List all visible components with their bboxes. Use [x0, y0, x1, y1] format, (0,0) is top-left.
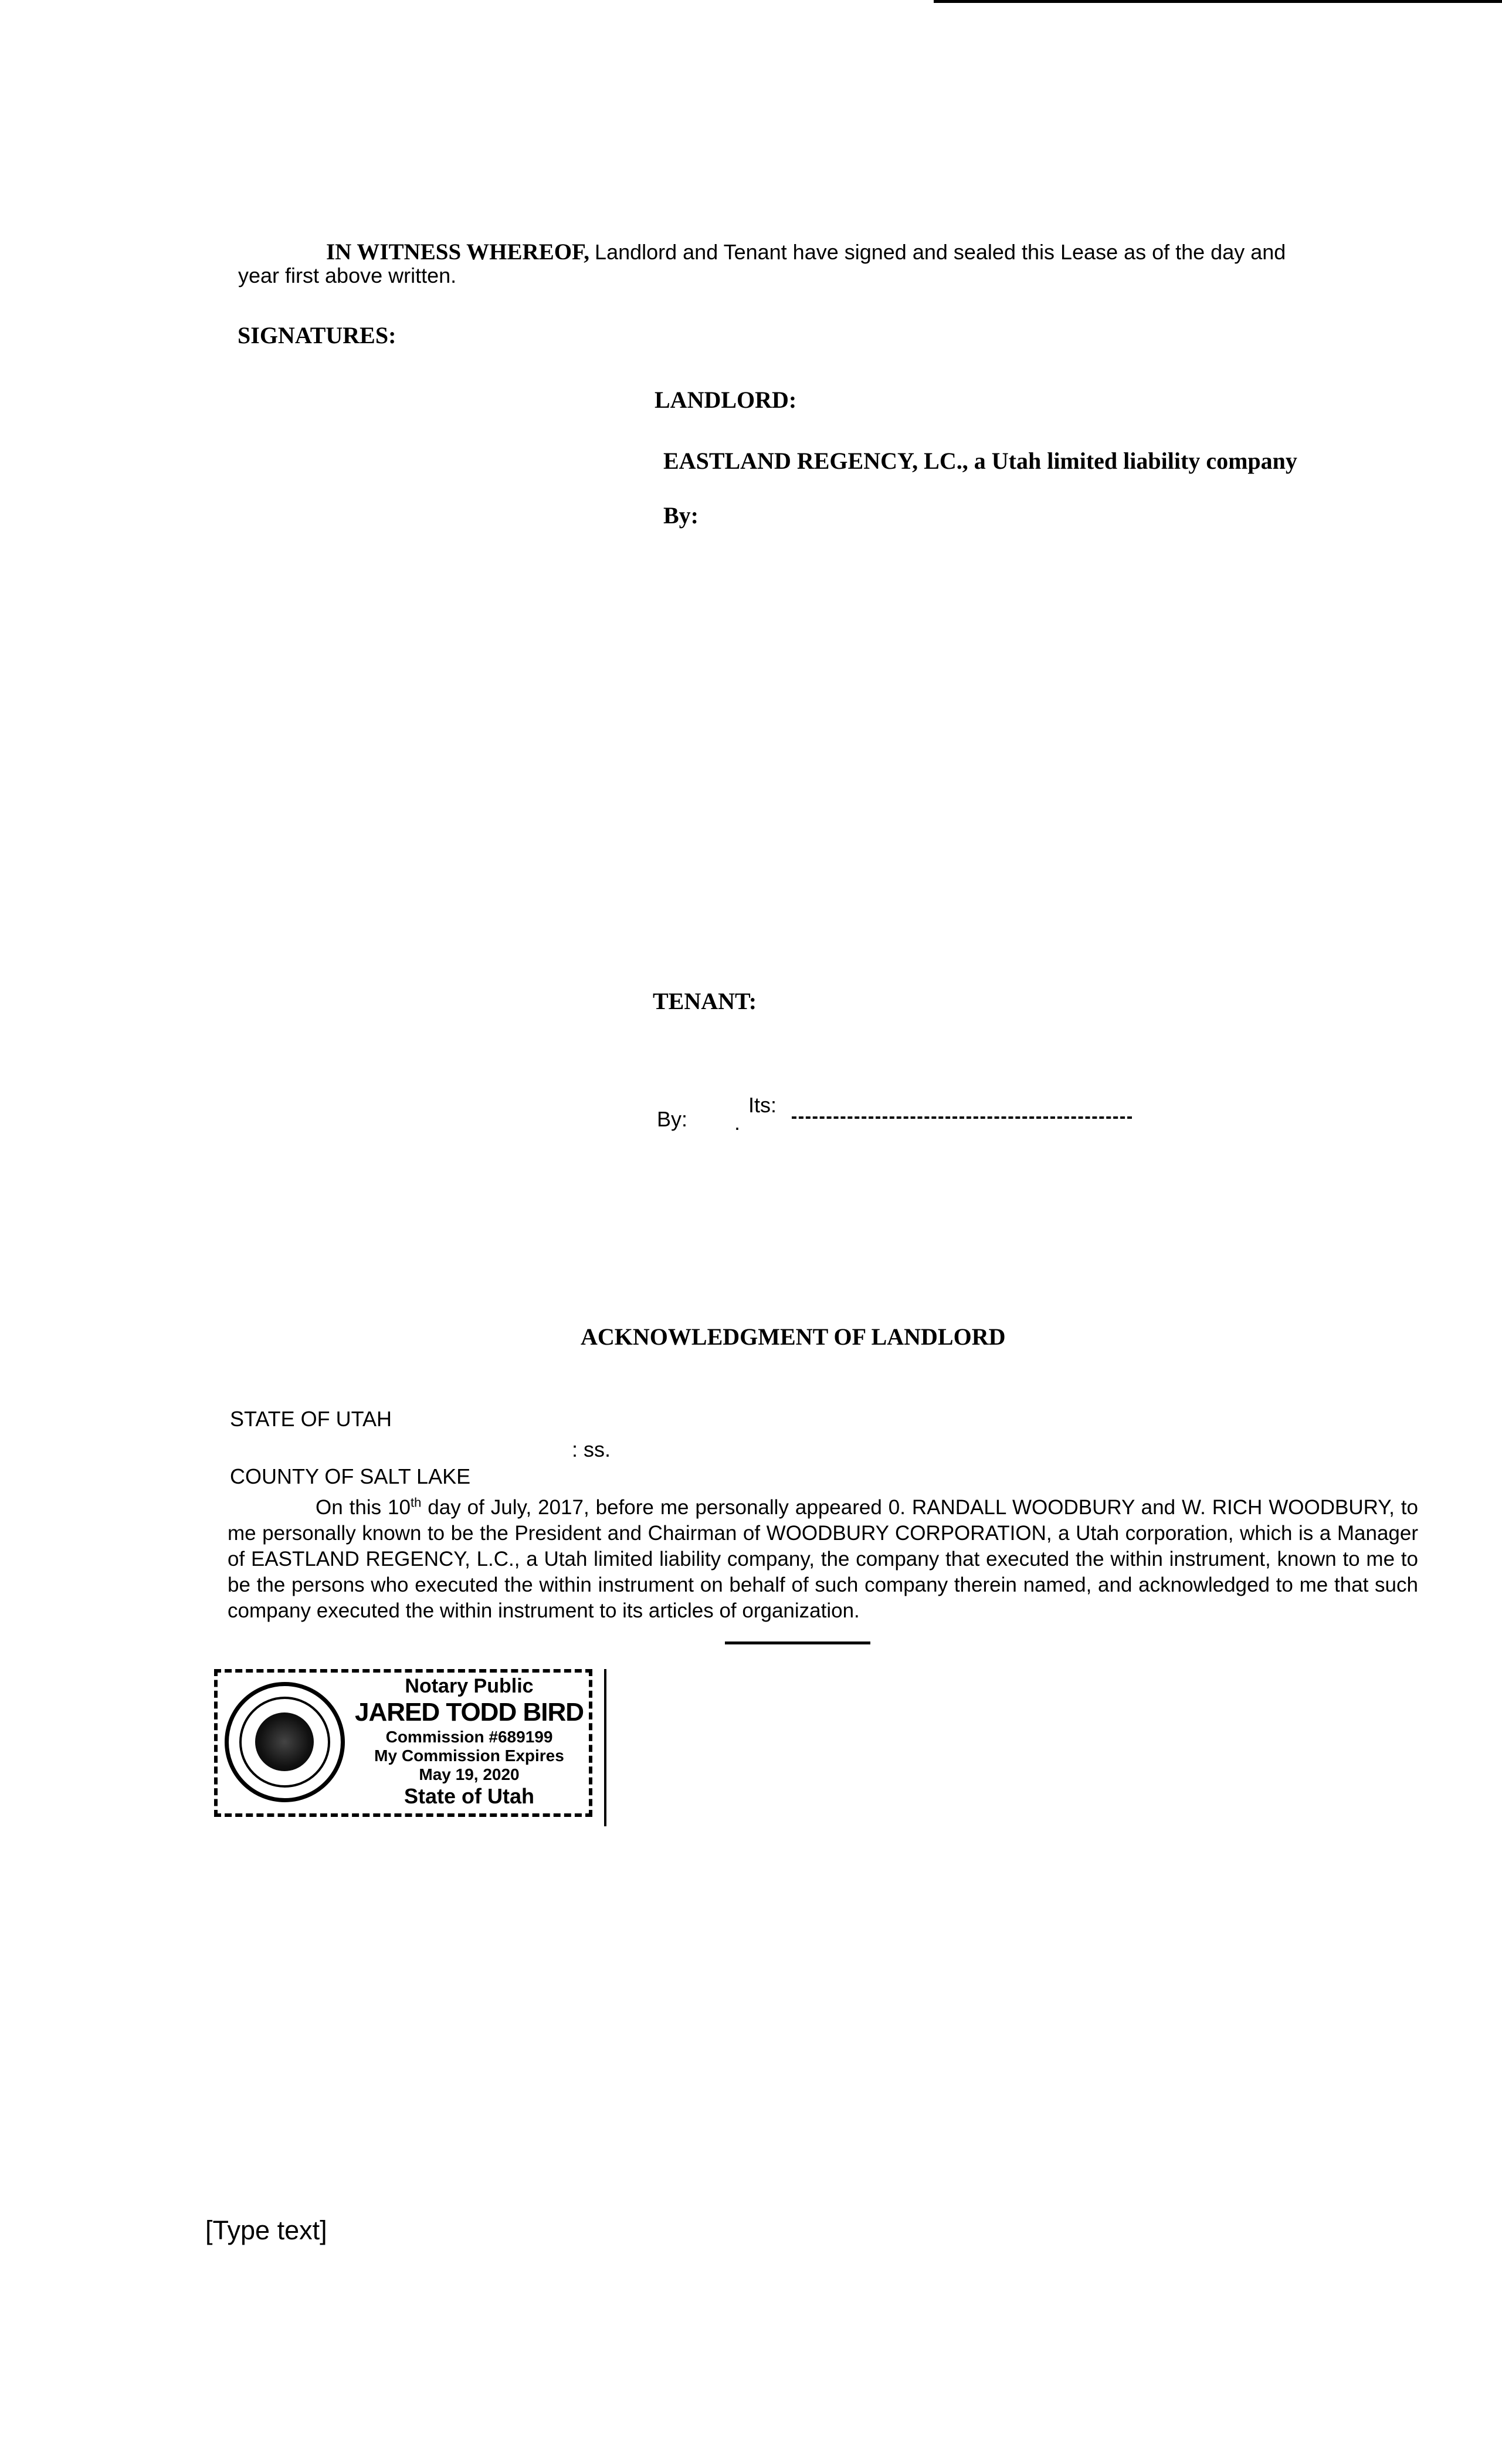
state-of-utah: STATE OF UTAH [230, 1407, 392, 1431]
notary-stamp [214, 1669, 598, 1823]
landlord-entity: EASTLAND REGENCY, LC., a Utah limited liability company [663, 448, 1297, 474]
acknowledgment-body [228, 1495, 1418, 1624]
notary-signature-line [725, 1641, 870, 1644]
tenant-its-label: Its: [748, 1093, 777, 1117]
ss-mark: : ss. [572, 1437, 611, 1461]
stamp-right-rule [604, 1669, 606, 1826]
top-edge-rule [934, 0, 1502, 3]
ack-body-rest: day of July, 2017, before me personally appeared 0. RANDALL WOODBURY and W. RICH WOODBURY, to me personally known to be the President and Chairman of WOODBURY CORPORATION, a Utah corporation, which is a Manager of EASTLAND REGENCY, L.C., a Utah limited liability company, the company that executed the within instrument, known to me to be the persons who executed the within instrument on behalf of such company therein named, and acknowledged to me that such company executed the within instrument to its articles of organization. [228, 1496, 1418, 1622]
footer-placeholder: [Type text] [205, 2215, 327, 2245]
stamp-state: State of Utah [404, 1784, 534, 1809]
stamp-notary-name: JARED TODD BIRD [355, 1698, 584, 1727]
tenant-by-label: By: [657, 1107, 688, 1131]
landlord-by-label: By: [663, 502, 699, 529]
stamp-text-block [355, 1675, 584, 1809]
ack-body-start: On this 10 [316, 1496, 411, 1519]
witness-lead: IN WITNESS WHEREOF, [326, 239, 590, 265]
signatures-heading: SIGNATURES: [238, 322, 396, 348]
ack-body-sup: th [410, 1495, 422, 1510]
stamp-expires-label: My Commission Expires [374, 1746, 564, 1765]
tenant-by-dot: . [734, 1111, 741, 1135]
acknowledgment-title: ACKNOWLEDGMENT OF LANDLORD [581, 1324, 1006, 1350]
witness-paragraph [238, 241, 1329, 287]
stamp-commission: Commission #689199 [385, 1727, 553, 1746]
tenant-heading: TENANT: [653, 988, 757, 1014]
landlord-heading: LANDLORD: [655, 387, 797, 413]
witness-text: Landlord and Tenant have signed and sealed this Lease as of the day and year first above written. [238, 240, 1286, 287]
utah-state-seal-icon [225, 1682, 345, 1802]
stamp-expires-date: May 19, 2020 [419, 1765, 520, 1784]
stamp-title: Notary Public [405, 1675, 534, 1697]
tenant-its-signature-line [792, 1116, 1132, 1119]
county-of-salt-lake: COUNTY OF SALT LAKE [230, 1464, 471, 1488]
